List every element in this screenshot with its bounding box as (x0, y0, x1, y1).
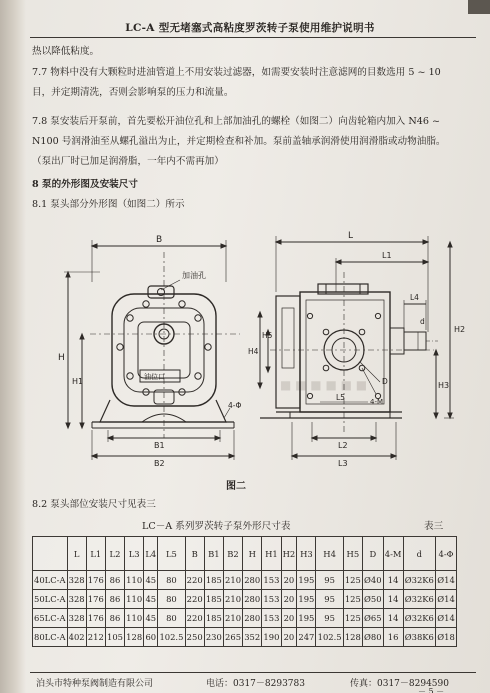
table-header-row (33, 537, 457, 571)
table-cell: Ø32K6 (403, 590, 435, 609)
paragraph-7-8-line-2: N100 号润滑油至从螺孔溢出为止，并定期检查和补加。泵前盖轴承润滑使用润滑脂或动物油脂。 (32, 136, 446, 147)
pump-outline-drawing (30, 212, 470, 476)
table-cell: 210 (223, 571, 242, 590)
table-cell: 86 (105, 609, 124, 628)
dim-label-L2: L2 (338, 441, 348, 450)
table-cell: 95 (316, 590, 343, 609)
table-header-cell: H3 (297, 537, 316, 571)
table-header-cell: H4 (316, 537, 343, 571)
table-cell: 105 (105, 628, 124, 647)
table-cell: 20 (281, 590, 297, 609)
dim-label-L3: L3 (338, 459, 348, 468)
body-line: 热以降低粘度。 (32, 46, 100, 57)
table-cell: 153 (262, 609, 281, 628)
table-cell: Ø32K6 (403, 609, 435, 628)
footer-fax: 传真：0317－8294590 (350, 679, 449, 689)
footer-rule (30, 672, 476, 673)
paragraph-7-7-line-1: 7.7 物料中没有大颗粒时进油管道上不用安装过滤器，如需要安装时注意滤网的目数选用 5 ~ 10 (32, 67, 441, 78)
table-cell: 14 (383, 609, 403, 628)
table-cell: 95 (316, 571, 343, 590)
table-row (33, 609, 457, 628)
table-cell: 50LC-A (33, 590, 68, 609)
table-cell: 176 (86, 571, 105, 590)
table-cell: 45 (144, 590, 158, 609)
table-cell: 280 (243, 590, 262, 609)
table-cell: 65LC-A (33, 609, 68, 628)
table-cell: 86 (105, 590, 124, 609)
table-header-cell: B1 (204, 537, 223, 571)
table-cell: 195 (297, 571, 316, 590)
table-header-cell: H2 (281, 537, 297, 571)
table-cell: 220 (185, 609, 204, 628)
table-cell: 45 (144, 609, 158, 628)
table-cell: 185 (204, 571, 223, 590)
table-cell: 230 (204, 628, 223, 647)
table-cell: 220 (185, 590, 204, 609)
table-cell: Ø38K6 (403, 628, 435, 647)
table-cell: 247 (297, 628, 316, 647)
table-cell: 95 (316, 609, 343, 628)
table-cell: 20 (281, 571, 297, 590)
table-cell: 80 (158, 571, 185, 590)
table-cell: Ø80 (362, 628, 383, 647)
table-cell: 250 (185, 628, 204, 647)
dim-label-H1: H1 (72, 377, 84, 386)
dim-label-H3: H3 (438, 381, 450, 390)
table-header-cell: D (362, 537, 383, 571)
table-header-cell: B (185, 537, 204, 571)
table-cell: 153 (262, 590, 281, 609)
dim-label-D: D (382, 377, 388, 386)
table-cell: 60 (144, 628, 158, 647)
paragraph-7-8-line-1: 7.8 泵安装后开泵前，首先要松开油位孔和上部加油孔的螺栓（如图二）向齿轮箱内加入 N46 ~ (32, 116, 441, 127)
corner-mark (468, 0, 490, 14)
table-cell: 128 (343, 628, 362, 647)
table-header-cell: H (243, 537, 262, 571)
table-cell: Ø40 (362, 571, 383, 590)
table-cell: 210 (223, 609, 242, 628)
table-cell: 20 (281, 609, 297, 628)
table-cell: 185 (204, 609, 223, 628)
table-cell: 328 (67, 609, 86, 628)
table-header-cell: d (403, 537, 435, 571)
table-cell: Ø32K6 (403, 571, 435, 590)
table-cell: 80 (158, 609, 185, 628)
table-cell: 352 (243, 628, 262, 647)
table-header-cell: L2 (105, 537, 124, 571)
table-row (33, 571, 457, 590)
table-header-cell: 4-Φ (436, 537, 457, 571)
table-cell: 153 (262, 571, 281, 590)
table-cell: 125 (343, 571, 362, 590)
dim-label-d: d (420, 317, 425, 326)
table-cell: 185 (204, 590, 223, 609)
figure-caption: 图二 (226, 481, 246, 492)
footer-page-number: － 5 － (418, 687, 445, 693)
table-row (33, 590, 457, 609)
table-cell: Ø65 (362, 609, 383, 628)
table-cell: 110 (125, 609, 144, 628)
dim-label-H5: H5 (262, 331, 273, 340)
dim-label-B2: B2 (154, 459, 165, 468)
dim-label-H4: H4 (248, 347, 259, 356)
table-tag: 表三 (424, 521, 444, 532)
table-cell: Ø18 (436, 628, 457, 647)
section-8-1-heading: 8.1 泵头部分外形图（如图二）所示 (32, 199, 185, 210)
header-rule (30, 37, 476, 38)
table-cell: 102.5 (316, 628, 343, 647)
dim-label-L5: L5 (336, 393, 345, 402)
paragraph-7-8-line-3: （泵出厂时已加足润滑脂，一年内不需再加） (32, 156, 224, 167)
dim-label-B: B (156, 235, 163, 245)
table-cell: 80LC-A (33, 628, 68, 647)
table-cell: 20 (281, 628, 297, 647)
table-header-cell (33, 537, 68, 571)
table-row (33, 628, 457, 647)
dim-label-L: L (348, 231, 354, 241)
table-cell: 125 (343, 609, 362, 628)
table-cell: 110 (125, 590, 144, 609)
table-header-cell: L3 (125, 537, 144, 571)
table-cell: 195 (297, 590, 316, 609)
table-header-cell: H5 (343, 537, 362, 571)
section-8-heading: 8 泵的外形图及安装尺寸 (32, 179, 138, 190)
table-cell: 14 (383, 590, 403, 609)
table-cell: 45 (144, 571, 158, 590)
dim-label-4-M: 4-M (370, 398, 384, 406)
paragraph-7-7-line-2: 目，并定期清洗，否则会影响泵的压力和流量。 (32, 87, 234, 98)
table-header-cell: L5 (158, 537, 185, 571)
table-header-cell: L (67, 537, 86, 571)
table-cell: 176 (86, 609, 105, 628)
table-cell: 280 (243, 571, 262, 590)
table-cell: 195 (297, 609, 316, 628)
table-cell: Ø50 (362, 590, 383, 609)
table-cell: 220 (185, 571, 204, 590)
footer-company: 泊头市特种泵阀制造有限公司 (36, 679, 154, 689)
table-cell: 328 (67, 590, 86, 609)
table-cell: Ø14 (436, 609, 457, 628)
dim-label-H: H (58, 353, 65, 363)
dim-label-H2: H2 (454, 325, 466, 334)
oil-level-label: 油位口 (144, 373, 165, 381)
table-header-cell: L4 (144, 537, 158, 571)
table-cell: 190 (262, 628, 281, 647)
table-cell: 280 (243, 609, 262, 628)
fill-hole-label: 加油孔 (182, 271, 206, 280)
table-title: LC－A 系列罗茨转子泵外形尺寸表 (142, 521, 291, 532)
table-cell: 265 (223, 628, 242, 647)
table-cell: 128 (125, 628, 144, 647)
table-cell: 176 (86, 590, 105, 609)
table-cell: 110 (125, 571, 144, 590)
table-cell: 40LC-A (33, 571, 68, 590)
table-cell: 14 (383, 571, 403, 590)
table-header-cell: 4-M (383, 537, 403, 571)
table-cell: 86 (105, 571, 124, 590)
table-cell: Ø14 (436, 571, 457, 590)
table-cell: 212 (86, 628, 105, 647)
table-cell: 210 (223, 590, 242, 609)
table-header-cell: H1 (262, 537, 281, 571)
dim-label-L4: L4 (410, 293, 419, 302)
table-header-cell: B2 (223, 537, 242, 571)
table-cell: 16 (383, 628, 403, 647)
table-cell: 402 (67, 628, 86, 647)
footer-phone: 电话：0317－8293783 (206, 679, 305, 689)
faint-watermark: ■ ■ ■ ■ ■ ■ (280, 378, 368, 392)
table-cell: Ø14 (436, 590, 457, 609)
table-cell: 125 (343, 590, 362, 609)
section-8-2-heading: 8.2 泵头部位安装尺寸见表三 (32, 499, 156, 510)
dim-label-B1: B1 (154, 441, 165, 450)
table-cell: 102.5 (158, 628, 185, 647)
dimension-table (32, 536, 457, 647)
dim-label-L1: L1 (382, 251, 392, 260)
table-cell: 80 (158, 590, 185, 609)
document-header: LC-A 型无堵塞式高粘度罗茨转子泵使用维护说明书 (125, 22, 375, 34)
table-header-cell: L1 (86, 537, 105, 571)
page-shadow (0, 0, 26, 693)
dim-label-4-phi-front: 4-Φ (228, 401, 242, 410)
table-cell: 328 (67, 571, 86, 590)
